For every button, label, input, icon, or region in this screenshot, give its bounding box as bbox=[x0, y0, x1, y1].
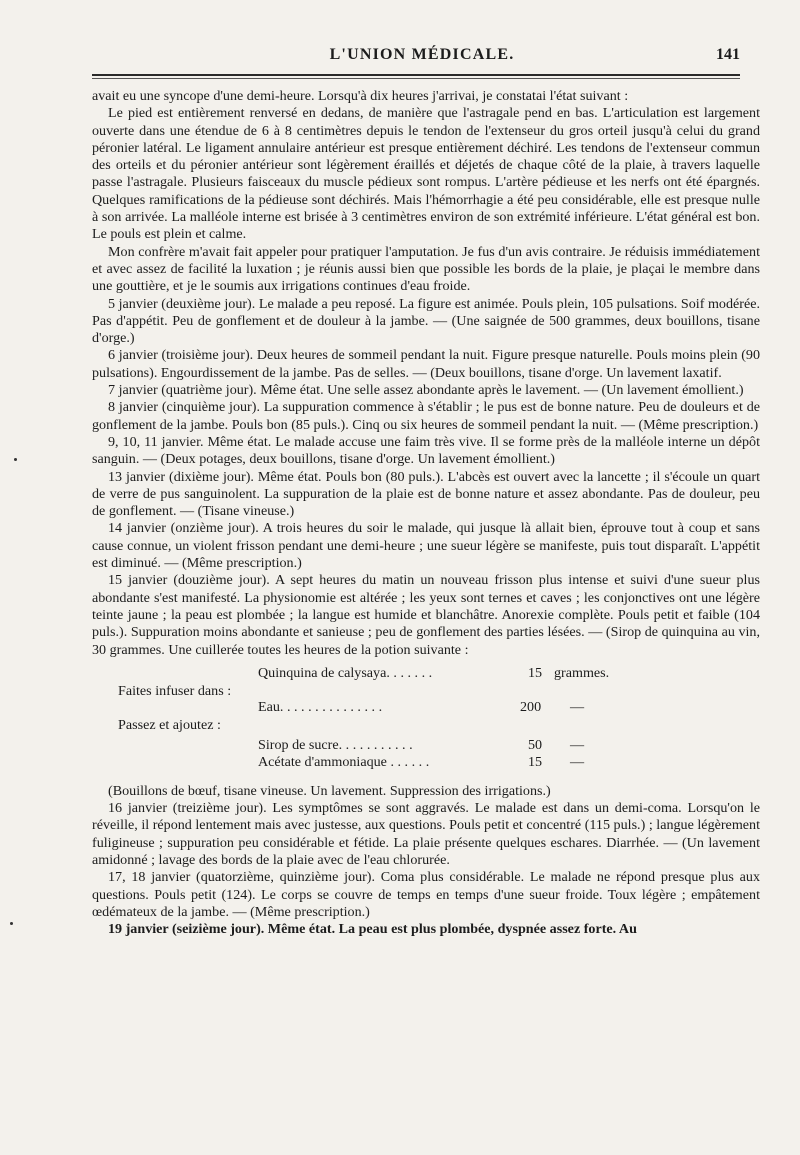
paragraph: (Bouillons de bœuf, tisane vineuse. Un lavement. Suppression des irrigations.) bbox=[108, 782, 551, 799]
recipe-item-qty: 15 bbox=[528, 664, 543, 681]
recipe-item-qty: 15 bbox=[528, 753, 543, 770]
paragraph: 6 janvier (troisième jour). Deux heures de sommeil pendant la nuit. Figure presque naturelle. Pouls moins plein (90 pulsations). Engourdissement de la jambe. Pas de selles. — (Deux bouillons, tisane d'orge. Un lavement laxatif. bbox=[92, 347, 760, 381]
paragraph: 17, 18 janvier (quatorzième, quinzième jour). Coma plus considérable. Le malade ne répond presque plus aux questions. Pouls petit (124). Le corps se couvre de temps en temps d'une sueur froide. Toux légère ; empâtement œdémateux de la jambe. — (Même prescription.) bbox=[92, 869, 760, 920]
recipe-item-name: Acétate d'ammoniaque . . . . . . bbox=[258, 753, 430, 770]
paragraph: 9, 10, 11 janvier. Même état. Le malade accuse une faim très vive. Il se forme près de la malléole interne un dépôt sanguin. — (Deux potages, deux bouillons, tisane d'orge. Un lavement émollient.) bbox=[92, 433, 760, 468]
paragraph: 16 janvier (treizième jour). Les symptômes se sont aggravés. Le malade est dans un demi-coma. Lorsqu'on le réveille, il répond lentement mais avec justesse, aux questions. Pouls petit et concentré (115 puls.) ; langue légèrement fuligineuse ; suppuration peu considérable et fétide. La plaie présente quelques eschares. Diarrhée. — (Un lavement amidonné ; lavage des bords de la plaie avec de l'eau chlorurée. bbox=[92, 800, 760, 868]
paragraph: 13 janvier (dixième jour). Même état. Pouls bon (80 puls.). L'abcès est ouvert avec la lancette ; il s'écoule un quart de verre de pus sanguinolent. La suppuration de la plaie est de bonne nature et assez abondante. Pas de douleur, peu de gonflement. — (Tisane vineuse.) bbox=[92, 468, 760, 520]
recipe-item-name: Sirop de sucre. . . . . . . . . . . bbox=[258, 736, 413, 753]
header-rule bbox=[92, 74, 740, 76]
paragraph: 14 janvier (onzième jour). A trois heures du soir le malade, qui jusque là allait bien, éprouve tout à coup et sans cause connue, un violent frisson pendant une demi-heure ; une sueur légère se manifeste, puis tout disparaît. L'appétit est diminué. — (Même prescription.) bbox=[92, 520, 760, 572]
margin-speck bbox=[14, 458, 17, 461]
prescription-table bbox=[92, 663, 760, 775]
paragraph: 5 janvier (deuxième jour). Le malade a peu reposé. La figure est animée. Pouls plein, 105 pulsations. Soif modérée. Pas d'appétit. Peu de gonflement et de douleur à la jambe. — (Une saignée de 500 grammes, deux bouillons, tisane d'orge.) bbox=[92, 295, 760, 347]
paragraph: 19 janvier (seizième jour). Même état. La peau est plus plombée, dyspnée assez forte. Au bbox=[108, 921, 637, 938]
running-header bbox=[92, 46, 752, 72]
recipe-item-qty: 200 bbox=[520, 698, 542, 715]
margin-speck bbox=[10, 922, 13, 925]
header-rule-thin bbox=[92, 78, 740, 79]
paragraph: 7 janvier (quatrième jour). Même état. Une selle assez abondante après le lavement. — (Un lavement émollient.) bbox=[108, 382, 744, 399]
paragraph: Mon confrère m'avait fait appeler pour pratiquer l'amputation. Je fus d'un avis contraire. Je réduisis immédiatement et avec assez de facilité la luxation ; je réunis aussi bien que possible les bords de la plaie, je plaçai le membre dans une gouttière, et je le soumis aux irrigations continues d'eau froide. bbox=[92, 243, 760, 295]
recipe-item-unit: grammes. bbox=[554, 664, 610, 681]
recipe-item-qty: 50 bbox=[528, 736, 543, 753]
recipe-label-add: Passez et ajoutez : bbox=[118, 716, 221, 733]
recipe-item-name: Eau. . . . . . . . . . . . . . . bbox=[258, 698, 383, 715]
paragraph: 8 janvier (cinquième jour). La suppuration commence à s'établir ; le pus est de bonne nature. Peu de douleurs et de gonflement de la jambe. Pouls bon (85 puls.). Cinq ou six heures de sommeil pendant la nuit. — (Même prescription.) bbox=[92, 399, 760, 433]
paragraph: avait eu une syncope d'une demi-heure. Lorsqu'à dix heures j'arrivai, je constatai l'état suivant : bbox=[92, 88, 629, 104]
recipe-item-name: Quinquina de calysaya. . . . . . . bbox=[258, 664, 433, 681]
paragraph: Le pied est entièrement renversé en dedans, de manière que l'astragale pend en bas. L'articulation est largement ouverte dans une étendue de 6 à 8 centimètres depuis le tendon de l'extenseur du gros orteil jusqu'à celui du grand péronier latéral. Le ligament annulaire antérieur est presque entièrement déchiré. Les tendons de l'extenseur commun des orteils et du péronier antérieur sont légèrement éraillés et déjetés de chaque côté de la plaie, à travers laquelle passe l'astragale. Plusieurs faisceaux du muscle pédieux sont rompus. L'artère pédieuse et les nerfs ont été épargnés. Quelques ramifications de la pédieuse sont déchirés. Mais l'hémorrhagie a été peu considérable, elle est presque nulle à son arrivée. La malléole interne est brisée à 3 centimètres environ de son extrémité inférieure. L'état général est bon. Le pouls est plein et calme. bbox=[92, 105, 760, 243]
paragraph: 15 janvier (douzième jour). A sept heures du matin un nouveau frisson plus intense et suivi d'une sueur plus abondante s'est manifesté. La physionomie est altérée ; les yeux sont ternes et caves ; les conjonctives ont une légère teinte jaune ; la peau est plombée ; la langue est humide et blanchâtre. Anorexie complète. Pouls petit et faible (104 puls.). Suppuration moins abondante et sanieuse ; peu de gonflement des parties lésées. — (Sirop de quinquina au vin, 30 grammes. Une cuillerée toutes les heures de la potion suivante : bbox=[92, 572, 760, 658]
recipe-item-unit: — bbox=[570, 753, 585, 770]
recipe-label-infuse: Faites infuser dans : bbox=[118, 682, 232, 699]
recipe-item-unit: — bbox=[570, 698, 585, 715]
page-number: 141 bbox=[716, 46, 740, 63]
recipe-item-unit: — bbox=[570, 736, 585, 753]
journal-title: L'UNION MÉDICALE. bbox=[329, 46, 515, 63]
body-text bbox=[92, 88, 760, 938]
